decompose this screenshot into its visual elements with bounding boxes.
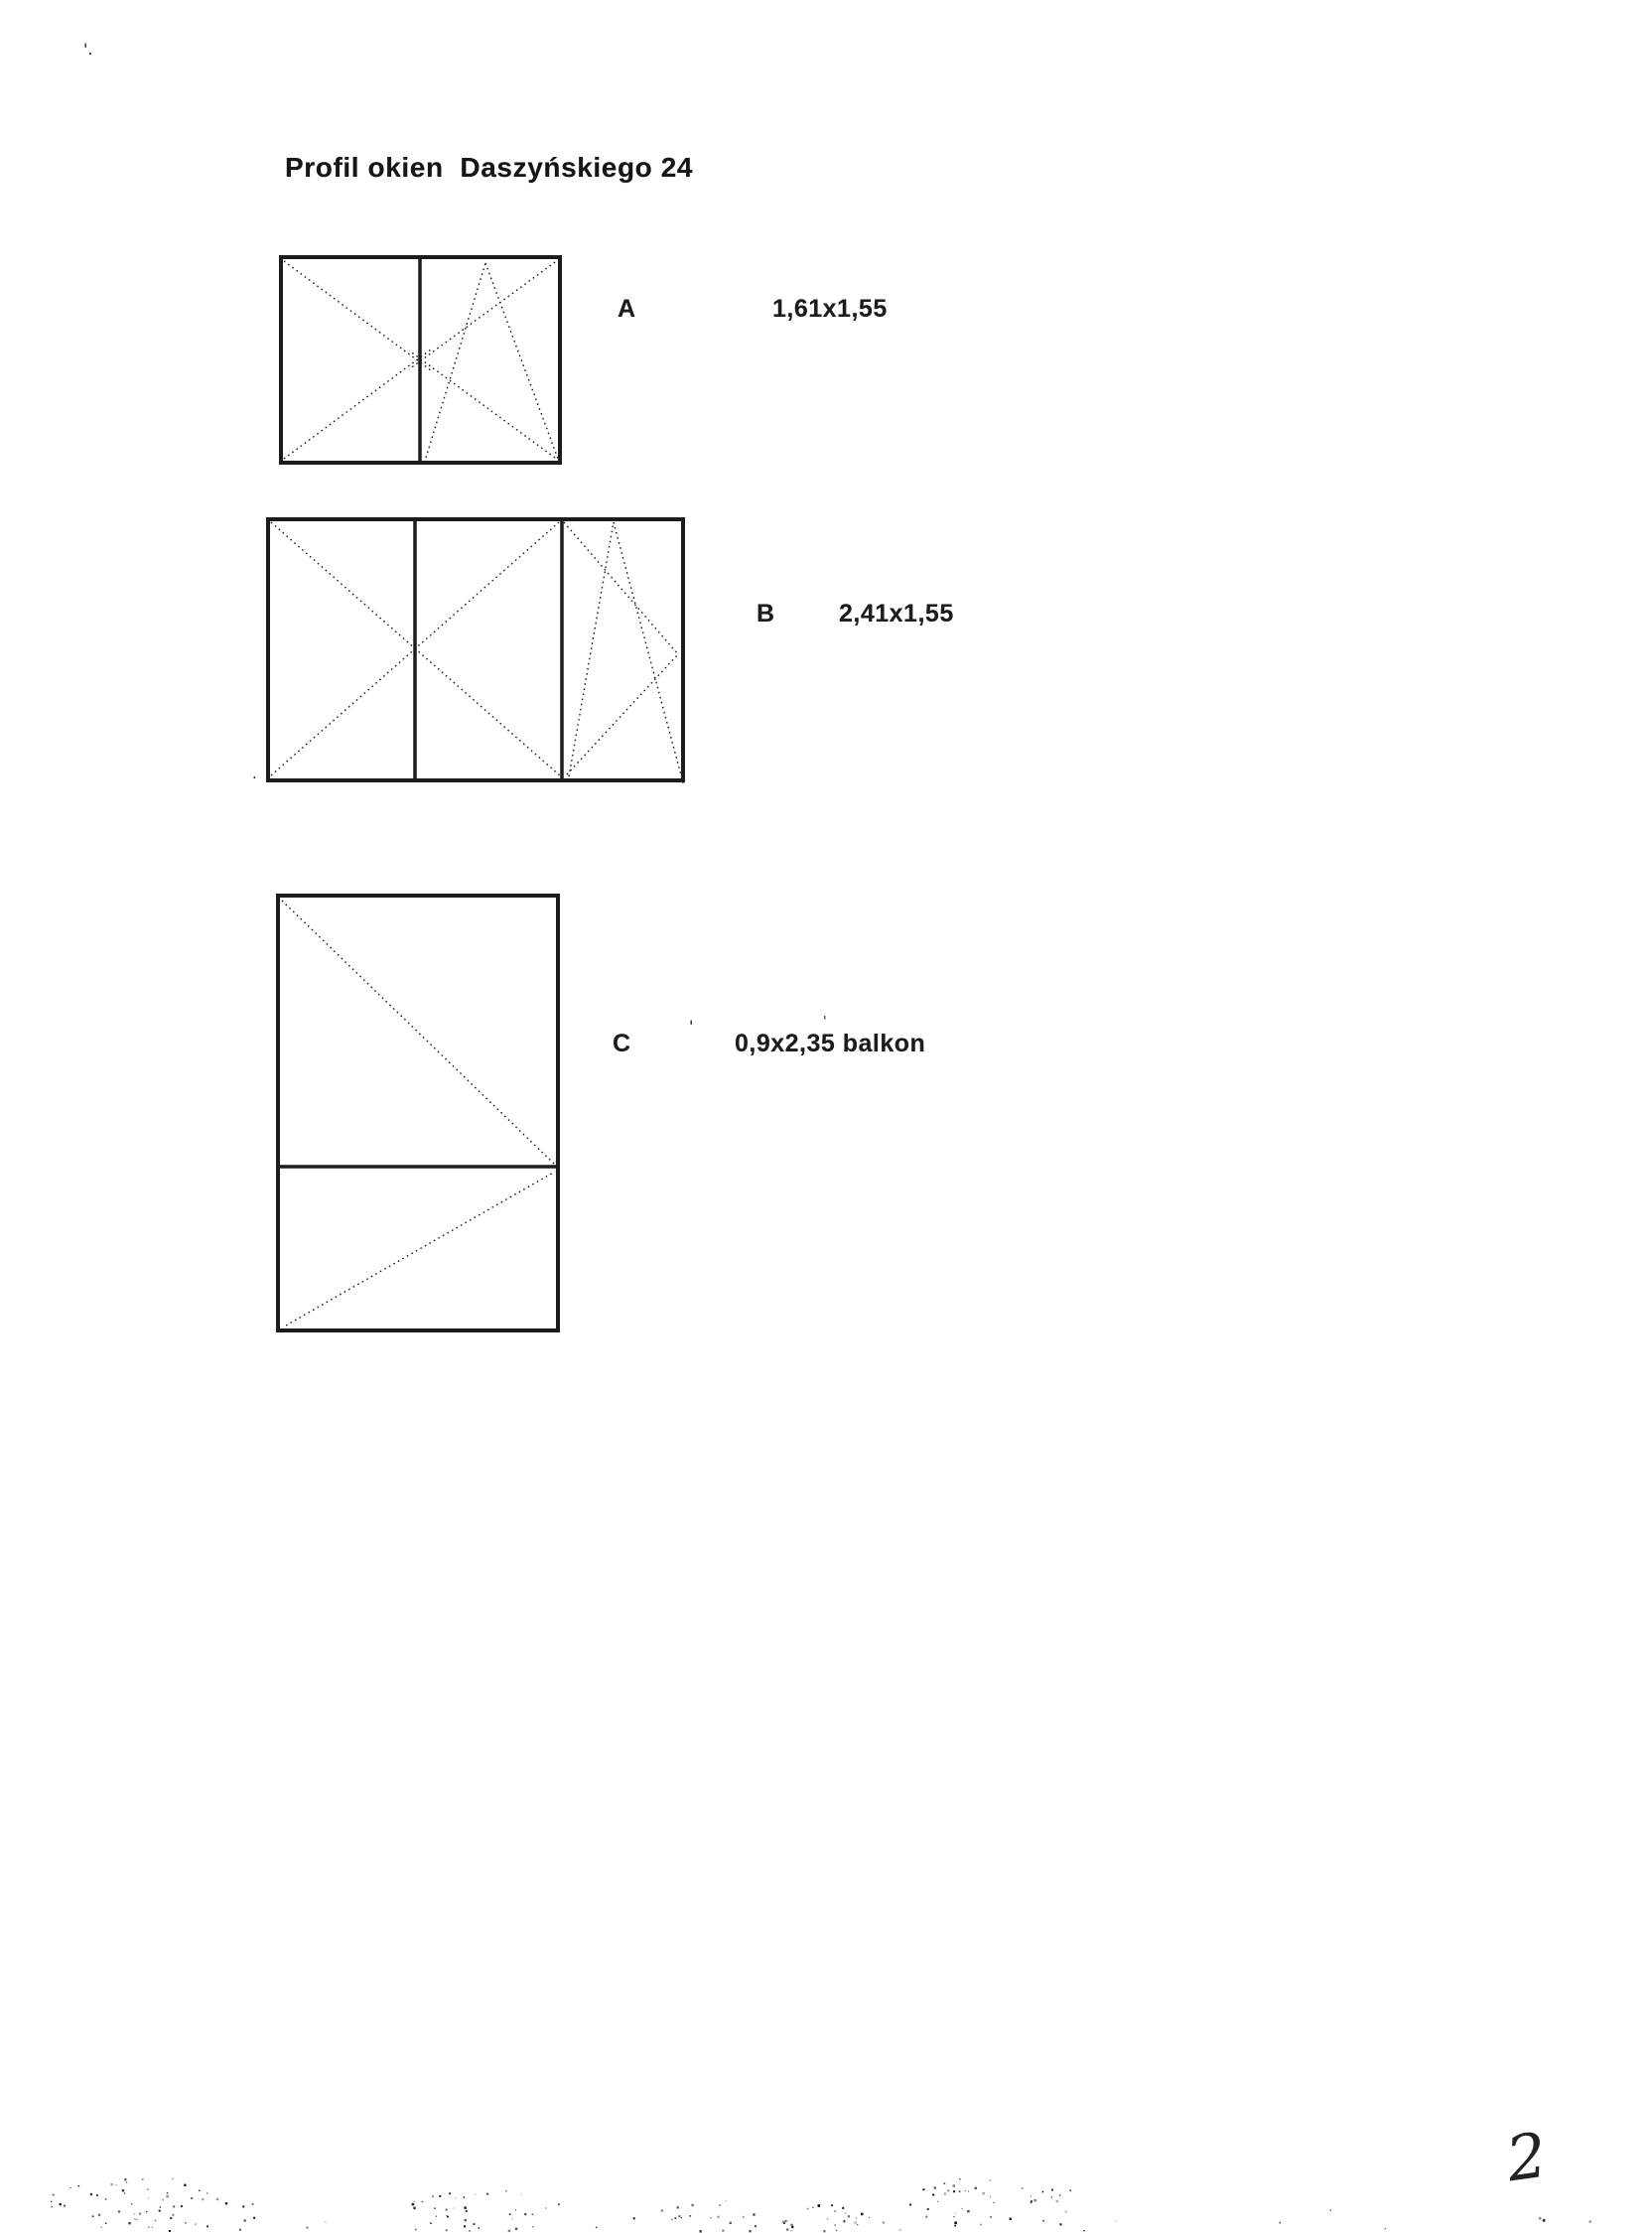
stray-scan-mark: ' [823,1015,827,1030]
window-label-a: A [618,295,636,323]
window-dimensions-b: 2,41x1,55 [839,600,954,628]
page-number-handwritten: 2 [1502,2118,1552,2196]
window-label-c: C [613,1030,631,1057]
stray-scan-mark: . [252,765,257,782]
page-title: Profil okien Daszyńskiego 24 [285,152,694,183]
stray-scan-mark: '. [83,40,93,59]
window-diagram-b [268,519,684,786]
stray-scan-mark: ' [689,1017,694,1036]
window-dimensions-a: 1,61x1,55 [772,295,888,323]
window-label-b: B [757,600,775,628]
window-diagram-a [281,257,560,463]
window-dimensions-c: 0,9x2,35 balkon [735,1030,926,1057]
window-diagram-c [278,896,558,1330]
scan-noise [51,2178,1591,2233]
